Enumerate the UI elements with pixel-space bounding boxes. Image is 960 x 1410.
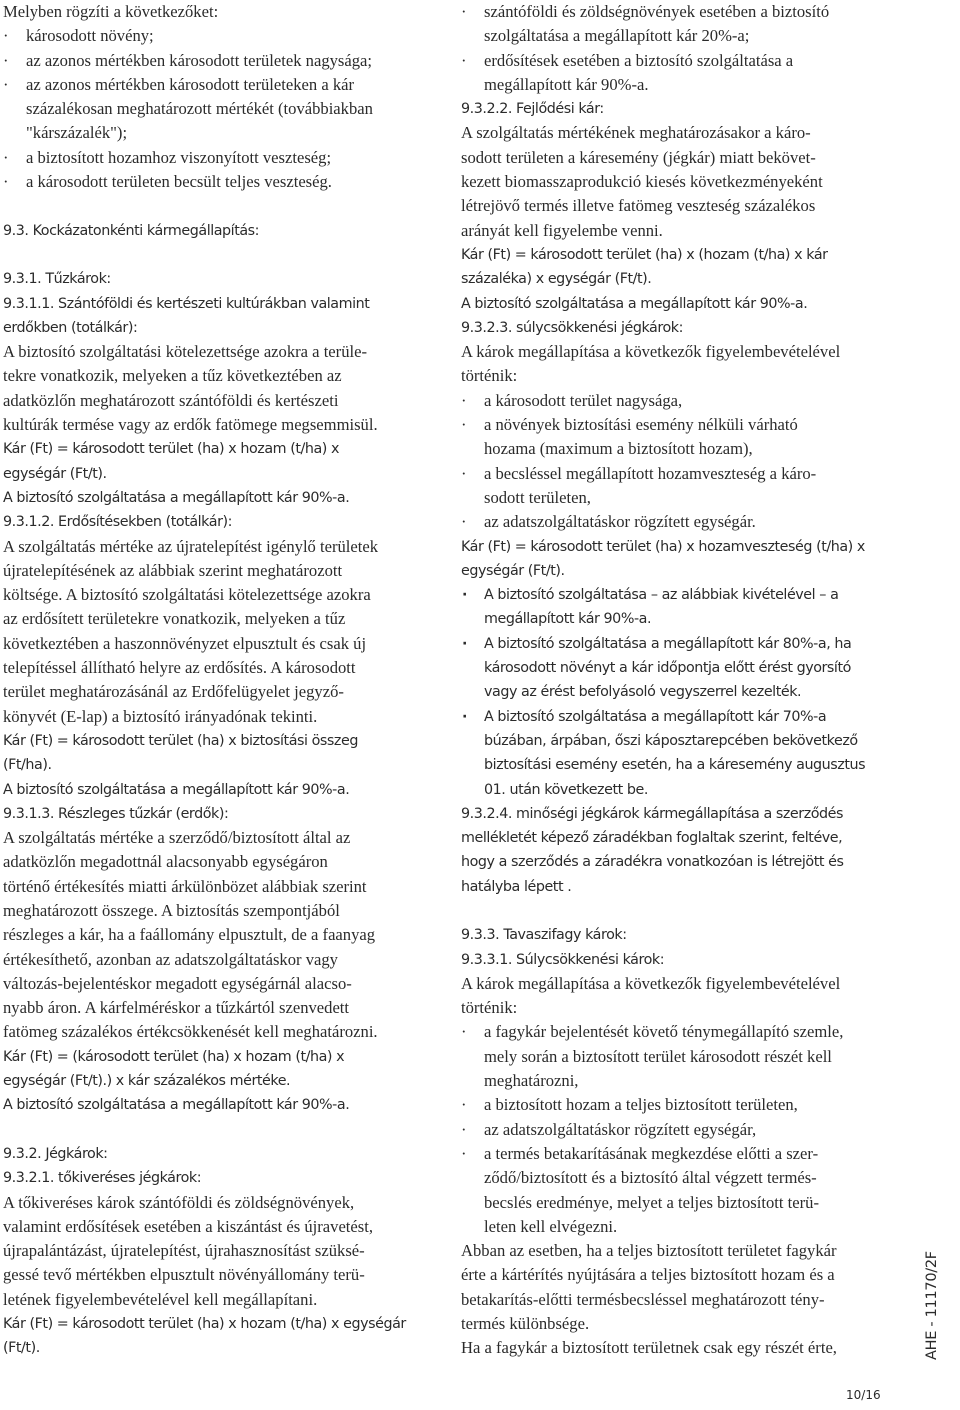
list-item: · károsodott növény; (3, 24, 433, 48)
list-item-cont: mely során a biztosított terület károsodott részét kell (484, 1046, 832, 1066)
paragraph-line: érte a kártérítés nyújtására a teljes biztosított hozam és a (461, 1265, 835, 1285)
formula-line: A biztosító szolgáltatása a megállapított kár 90%-a. (3, 1097, 350, 1114)
section-heading: 9.3.2. Jégkárok: (3, 1145, 108, 1162)
section-heading: 9.3.2.4. minőségi jégkárok kármegállapítása a szerződés (461, 805, 844, 822)
bold-list-item-cont: 01. után következett be. (484, 781, 648, 798)
paragraph-line: kultúrák termése vagy az erdők fatömege megsemmisül. (3, 415, 378, 435)
paragraph-line: az erdősített területekre vonatkozik, melyeken a tűz (3, 609, 346, 629)
paragraph-line: történik: (461, 998, 518, 1018)
paragraph-line: adatközlőn meghatározott szántóföldi és kertészeti (3, 390, 339, 410)
list-item: · erdősítések esetében a biztosító szolgáltatása a (461, 49, 893, 73)
list-item: · a fagykár bejelentését követő ténymegállapító szemle, (461, 1020, 893, 1044)
list-item: · a biztosított hozamhoz viszonyított veszteség; (3, 146, 433, 170)
formula-line: Kár (Ft) = károsodott terület (ha) x hozam (t/ha) x egységár (3, 1316, 406, 1333)
paragraph-line: értékesíthető, azonban az adatszolgáltatáskor vagy (3, 949, 338, 969)
list-item: · a növények biztosítási esemény nélküli várható (461, 413, 893, 437)
section-heading: 9.3.1.3. Részleges tűzkár (erdők): (3, 805, 229, 822)
formula-line: A biztosító szolgáltatása a megállapított kár 90%-a. (461, 295, 808, 312)
paragraph-line: meghatározott összege. A biztosítás szempontjából (3, 900, 340, 920)
formula-line: (Ft/ha). (3, 757, 52, 774)
bold-list-item-cont: vagy az érést befolyásoló vegyszerrel kezelték. (484, 684, 802, 701)
paragraph-line: változás-bejelentéskor megadott egységárnál alacso- (3, 973, 352, 993)
paragraph-line: telepítéssel állítható helyre az erdősítés. A károsodott (3, 658, 356, 678)
bold-list-item-cont: károsodott növényt a kár időpontja előtt érést gyorsító (484, 660, 851, 677)
paragraph-line: A tőkiveréses károk szántóföldi és zöldségnövények, (3, 1192, 355, 1212)
right-column (461, 0, 893, 1361)
list-item: · a károsodott területen becsült teljes veszteség. (3, 170, 433, 194)
section-heading: 9.3. Kockázatonkénti kármegállapítás: (3, 222, 260, 239)
paragraph-line: tekre vonatkozik, melyeken a tűz következtében az (3, 366, 342, 386)
paragraph-line: kezett biomasszaprodukció kiesés következményeként (461, 172, 823, 192)
list-item: · a károsodott terület nagysága, (461, 389, 893, 413)
paragraph-line: A biztosító szolgáltatási kötelezettsége azokra a terüle- (3, 342, 367, 362)
list-item: · a termés betakarításának megkezdése előtti a szer- (461, 1142, 893, 1166)
page-number: 10/16 (846, 1388, 881, 1402)
formula-line: Kár (Ft) = károsodott terület (ha) x hozamveszteség (t/ha) x (461, 538, 865, 555)
paragraph-line: következtében a haszonnövényzet elpusztult és csak új (3, 633, 367, 653)
list-item: · szántóföldi és zöldségnövények esetében a biztosító (461, 0, 893, 24)
list-item-cont: "kárszázalék"); (26, 123, 128, 143)
section-heading: 9.3.2.3. súlycsökkenési jégkárok: (461, 319, 683, 336)
paragraph-line: fatömeg százalékos értékcsökkenését kell meghatározni. (3, 1022, 378, 1042)
formula-line: egységár (Ft/t).) x kár százalékos mértéke. (3, 1073, 291, 1090)
list-item-cont: ződő/biztosított és a biztosító által végzett termés- (484, 1168, 817, 1188)
paragraph-line: újrapalántázást, újratelepítést, újrahasznosítást szüksé- (3, 1241, 365, 1261)
list-item-cont: hozama (maximum a biztosított hozam), (484, 439, 753, 459)
formula-line: Kár (Ft) = károsodott terület (ha) x biztosítási összeg (3, 732, 358, 749)
formula-line: Kár (Ft) = károsodott terület (ha) x (hozam (t/ha) x kár (461, 246, 828, 263)
formula-line: egységár (Ft/t). (461, 562, 565, 579)
intro-line: Melyben rögzíti a következőket: (3, 2, 219, 21)
paragraph-line: sodott területen a káresemény (jégkár) miatt bekövet- (461, 147, 816, 167)
paragraph-line: betakarítás-előtti termésbecsléssel meghatározott tény- (461, 1289, 825, 1309)
paragraph-line: termés különbsége. (461, 1314, 590, 1334)
paragraph-line: adatközlőn megadottnál alacsonyabb egységáron (3, 852, 328, 872)
bold-list-item-cont: biztosítási esemény esetén, ha a káresemény augusztus (484, 757, 866, 774)
paragraph-line: A szolgáltatás mértéke a szerződő/biztosított által az (3, 828, 351, 848)
paragraph-line: terület meghatározásánál az Erdőfelügyelet jegyző- (3, 682, 344, 702)
section-heading: hatályba lépett . (461, 878, 572, 895)
list-item: · az azonos mértékben károsodott területek nagysága; (3, 49, 433, 73)
paragraph-line: arányát kell figyelembe venni. (461, 220, 663, 240)
section-heading: 9.3.2.2. Fejlődési kár: (461, 101, 604, 118)
list-item: · az adatszolgáltatáskor rögzített egységár. (461, 510, 893, 534)
section-heading: 9.3.1.1. Szántóföldi és kertészeti kultúrákban valamint (3, 295, 370, 312)
section-heading: erdőkben (totálkár): (3, 319, 138, 336)
paragraph-line: A károk megállapítása a következők figyelembevételével (461, 342, 841, 362)
paragraph-line: történő értékesítés miatti árkülönbözet alábbiak szerint (3, 876, 367, 896)
list-item-cont: szolgáltatása a megállapított kár 20%-a; (484, 26, 750, 46)
list-item: · az adatszolgáltatáskor rögzített egységár, (461, 1118, 893, 1142)
formula-line: százaléka) x egységár (Ft/t). (461, 271, 652, 288)
list-item-cont: leten kell elvégezni. (484, 1216, 618, 1236)
paragraph-line: könyvét (E-lap) a biztosító irányadónak tekinti. (3, 706, 318, 726)
paragraph-line: gessé tevő mértékben elpusztult növényállomány terü- (3, 1265, 365, 1285)
bold-list-item: · A biztosító szolgáltatása a megállapított kár 70%-a (461, 705, 893, 729)
paragraph-line: történik: (461, 366, 518, 386)
bold-list-item: · A biztosító szolgáltatása – az alábbiak kivételével – a (461, 583, 893, 607)
section-heading: hogy a szerződés a záradékra vonatkozóan is létrejött és (461, 854, 844, 871)
document-code: AHE - 11170/2F (924, 1251, 940, 1360)
formula-line: (Ft/t). (3, 1340, 40, 1357)
section-heading: 9.3.3. Tavaszifagy károk: (461, 927, 627, 944)
paragraph-line: A szolgáltatás mértéke az újratelepítést igénylő területek (3, 536, 379, 556)
formula-line: egységár (Ft/t). (3, 465, 107, 482)
paragraph-line: Ha a fagykár a biztosított területnek csak egy részét érte, (461, 1338, 837, 1358)
list-item-cont: százalékosan meghatározott mértékét (továbbiakban (26, 99, 373, 119)
formula-line: Kár (Ft) = károsodott terület (ha) x hozam (t/ha) x (3, 441, 340, 458)
section-heading: 9.3.1.2. Erdősítésekben (totálkár): (3, 514, 232, 531)
section-heading: 9.3.2.1. tőkiveréses jégkárok: (3, 1170, 202, 1187)
formula-line: A biztosító szolgáltatása a megállapított kár 90%-a. (3, 781, 350, 798)
paragraph-line: létrejövő termés illetve fatömeg veszteség százalékos (461, 196, 816, 216)
list-item-cont: megállapított kár 90%-a. (484, 74, 649, 94)
section-heading: 9.3.1. Tűzkárok: (3, 271, 111, 288)
paragraph-line: nyabb áron. A kárfelméréskor a tűzkártól szenvedett (3, 998, 350, 1018)
formula-line: A biztosító szolgáltatása a megállapított kár 90%-a. (3, 489, 350, 506)
list-item-cont: sodott területen, (484, 487, 591, 507)
bold-list-item-cont: megállapított kár 90%-a. (484, 611, 652, 628)
paragraph-line: részleges a kár, ha a faállomány elpusztult, de a faanyag (3, 925, 376, 945)
paragraph-line: letének figyelembevételével kell megállapítani. (3, 1289, 318, 1309)
paragraph-line: Abban az esetben, ha a teljes biztosított területet fagykár (461, 1241, 837, 1261)
list-item: · a biztosított hozam a teljes biztosított területen, (461, 1093, 893, 1117)
paragraph-line: A károk megállapítása a következők figyelembevételével (461, 973, 841, 993)
list-item: · a becsléssel megállapított hozamveszteség a káro- (461, 462, 893, 486)
formula-line: Kár (Ft) = (károsodott terület (ha) x hozam (t/ha) x (3, 1048, 345, 1065)
bold-list-item-cont: búzában, árpában, őszi káposztarepcében bekövetkező (484, 732, 858, 749)
paragraph-line: költsége. A biztosító szolgáltatási kötelezettsége azokra (3, 585, 371, 605)
paragraph-line: A szolgáltatás mértékének meghatározásakor a káro- (461, 123, 811, 143)
section-heading: 9.3.3.1. Súlycsökkenési károk: (461, 951, 665, 968)
left-column (3, 0, 433, 1361)
list-item: · az azonos mértékben károsodott területeken a kár (3, 73, 433, 97)
bold-list-item: · A biztosító szolgáltatása a megállapított kár 80%-a, ha (461, 632, 893, 656)
list-item-cont: becslés eredménye, melyet a teljes biztosított terü- (484, 1192, 819, 1212)
paragraph-line: valamint erdősítések esetében a kiszántást és újravetést, (3, 1216, 373, 1236)
section-heading: mellékletét képező záradékban foglaltak szerint, feltéve, (461, 830, 843, 847)
paragraph-line: újratelepítésének az alábbiak szerint meghatározott (3, 560, 343, 580)
list-item-cont: meghatározni, (484, 1071, 579, 1091)
